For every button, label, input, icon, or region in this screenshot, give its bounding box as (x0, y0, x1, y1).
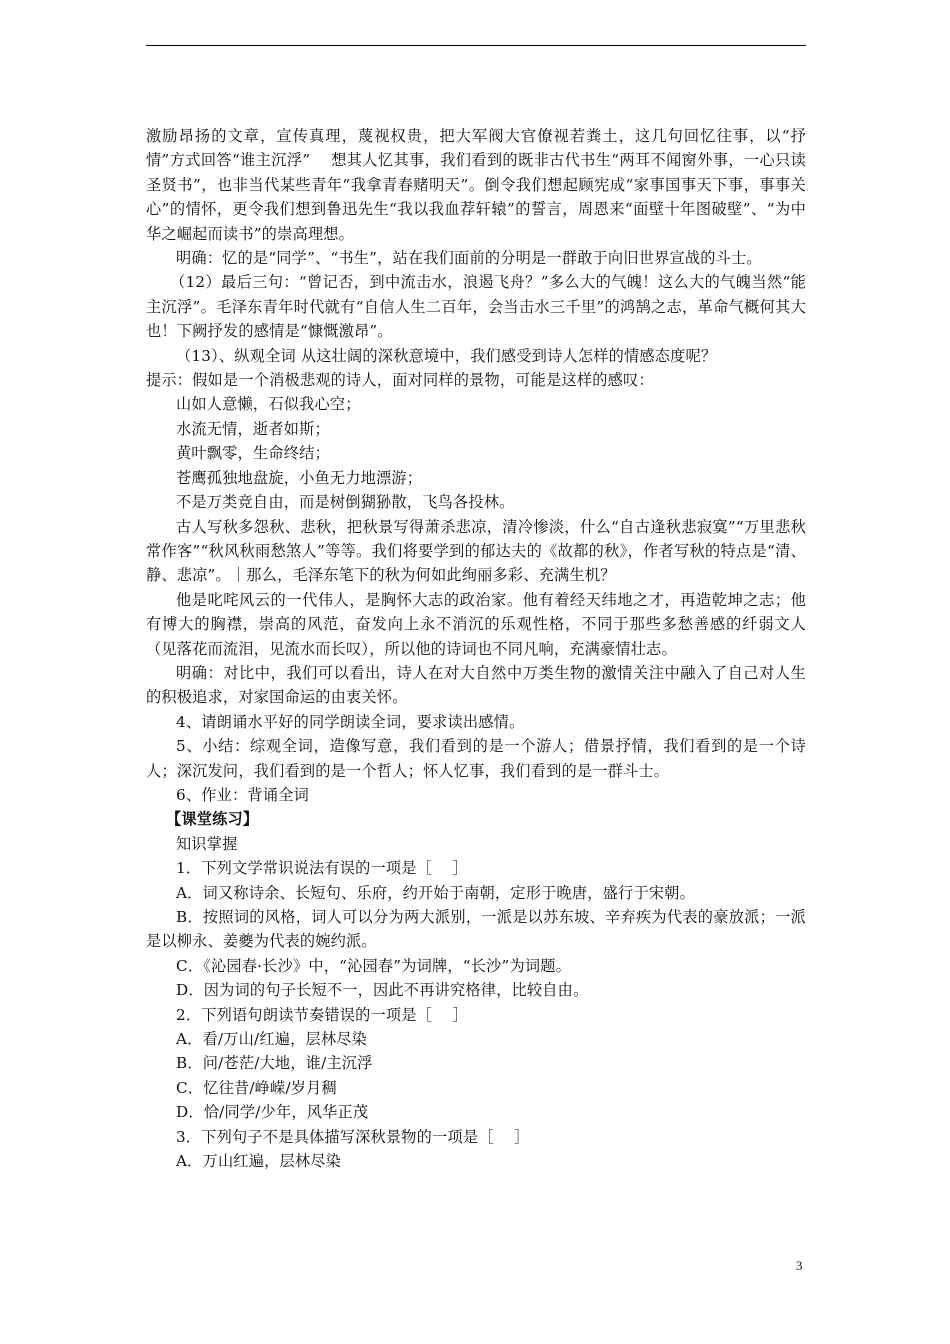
paragraph: （13）、纵观全词 从这壮阔的深秋意境中，我们感受到诗人怎样的情感态度呢？ (176, 346, 717, 365)
paragraph: 不是万类竞自由，而是树倒猢狲散，飞鸟各投林。 (176, 493, 515, 512)
paragraph: 明确：对比中，我们可以看出，诗人在对大自然中万类生物的激情关注中融入了自己对人生的积极追求，对家国命运的由衷关怀。 (146, 663, 806, 707)
paragraph: 6、作业：背诵全词 (176, 785, 309, 804)
paragraph: 1．下列文学常识说法有误的一项是［ ］ (176, 859, 468, 878)
paragraph: A．看/万山/红遍，层林尽染 (176, 1030, 368, 1049)
paragraph: 5、小结：综观全词，造像写意，我们看到的是一个游人；借景抒情，我们看到的是一个诗人；深沉发问，我们看到的是一个哲人；怀人忆事，我们看到的是一群斗士。 (146, 737, 806, 780)
paragraph: 知识掌握 (176, 834, 238, 853)
section-heading: 【课堂练习】 (166, 810, 259, 829)
paragraph: B．问/苍茫/大地，谁/主沉浮 (176, 1054, 373, 1073)
paragraph: 水流无情，逝者如斯； (176, 419, 330, 438)
paragraph: A．万山红遍，层林尽染 (176, 1152, 342, 1171)
paragraph: D．因为词的句子长短不一，因此不再讲究格律，比较自由。 (176, 981, 589, 1000)
paragraph: 3．下列句子不是具体描写深秋景物的一项是［ ］ (176, 1127, 530, 1146)
page-number: 3 (796, 1258, 803, 1273)
paragraph: 黄叶飘零，生命终结； (176, 444, 330, 463)
paragraph: 4、请朗诵水平好的同学朗读全词，要求读出感情。 (176, 712, 525, 731)
page-body (146, 124, 806, 1173)
header-rule (146, 45, 806, 46)
paragraph: 山如人意懒，石似我心空； (176, 395, 361, 414)
paragraph: C．《沁园春·长沙》中，“沁园春”为词牌，“长沙”为词题。 (176, 956, 572, 975)
paragraph: B．按照词的风格，词人可以分为两大派别，一派是以苏东坡、辛弃疾为代表的豪放派；一派是以柳永、姜夔为代表的婉约派。 (146, 908, 806, 951)
paragraph: （12）最后三句：“曾记否，到中流击水，浪遏飞舟？”多么大的气魄！这么大的气魄当然“能主沉浮”。毛泽东青年时代就有“自信人生二百年，会当击水三千里”的鸿鹄之志，革命气概何其大也！下阙抒发的感情是“慷慨激昂”。 (146, 273, 806, 341)
paragraph: C．忆往昔/峥嵘/岁月稠 (176, 1078, 337, 1097)
paragraph: A．词又称诗余、长短句、乐府，约开始于南朝，定形于晚唐，盛行于宋朝。 (176, 883, 695, 902)
paragraph: D．恰/同学/少年，风华正茂 (176, 1103, 369, 1122)
paragraph: 提示：假如是一个消极悲观的诗人，面对同样的景物，可能是这样的感叹： (146, 371, 654, 390)
paragraph: 2．下列语句朗读节奏错误的一项是［ ］ (176, 1005, 468, 1024)
paragraph: 古人写秋多怨秋、悲秋，把秋景写得萧杀悲凉，清冷惨淡，什么“自古逢秋悲寂寞”“万里悲秋常作客”“秋风秋雨愁煞人”等等。我们将要学到的郁达夫的《故都的秋》，作者写秋的特点是“清、静、悲凉”。｜那么，毛泽东笔下的秋为何如此绚丽多彩、充满生机？ (146, 517, 806, 585)
paragraph: 他是叱咤风云的一代伟人，是胸怀大志的政治家。他有着经天纬地之才，再造乾坤之志；他有博大的胸襟，崇高的风范，奋发向上永不消沉的乐观性格，不同于那些多愁善感的纤弱文人（见落花而流泪，见流水而长叹），所以他的诗词也不同凡响，充满豪情壮志。 (146, 590, 806, 658)
paragraph: 明确：忆的是“同学”、“书生”，站在我们面前的分明是一群敢于向旧世界宣战的斗士。 (176, 249, 762, 268)
paragraph: 苍鹰孤独地盘旋，小鱼无力地漂游； (176, 468, 423, 487)
paragraph: 激励昂扬的文章，宣传真理，蔑视权贵，把大军阀大官僚视若粪土，这几句回忆往事，以“抒情”方式回答“谁主沉浮” 想其人忆其事，我们看到的既非古代书生“两耳不闻窗外事，一心只读圣贤书”，也非当代某些青年“我拿青春赌明天”。倒令我们想起顾宪成“家事国事天下事，事事关心”的情怀，更令我们想到鲁迅先生“我以我血荐轩辕”的誓言，周恩来“面壁十年图破壁”、“为中华之崛起而读书”的崇高理想。 (146, 127, 806, 243)
